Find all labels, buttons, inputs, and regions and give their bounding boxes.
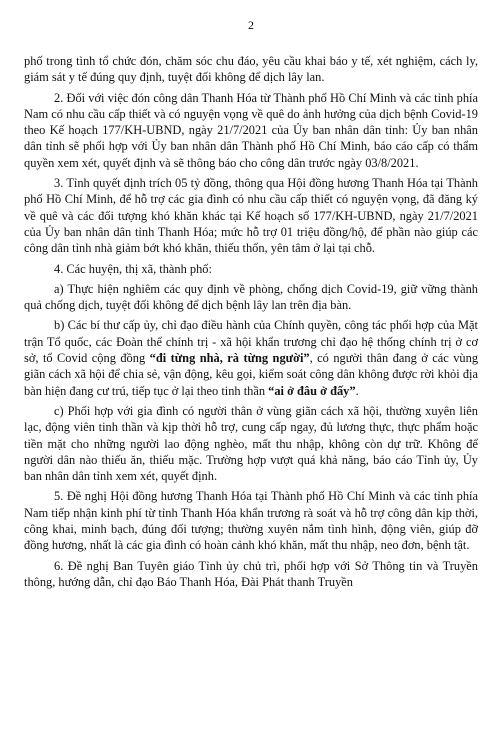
page-number: 2 xyxy=(248,18,254,32)
paragraph-text: 3. Tỉnh quyết định trích 05 tỷ đồng, thông qua Hội đồng hương Thanh Hóa tại Thành phố Hồ Chí Minh, để hỗ trợ các gia đình có nhu cầu cấp thiết có nguyện vọng, đã đăng ký về quê và các đối tượng khó khăn khác tại Kế hoạch số 177/KH-UBND, ngày 21/7/2021 của Ủy ban nhân dân tỉnh Thanh Hóa; mức hỗ trợ 01 triệu đồng/hộ, để phần nào giúp các công dân tỉnh nhà giảm bớt khó khăn, thiếu thốn, yên tâm ở lại tại chỗ. xyxy=(24,176,478,256)
paragraph-text: 5. Đề nghị Hội đồng hương Thanh Hóa tại Thành phố Hồ Chí Minh và các tỉnh phía Nam tiếp nhận kinh phí từ tỉnh Thanh Hóa khẩn trương rà soát và hỗ trợ công dân kịp thời, công khai, minh bạch, đúng đối tượng; thường xuyên nắm tình hình, động viên, giúp đỡ đồng hương, nhất là các gia đình có hoàn cảnh khó khăn, mất thu nhập, neo đơn, bệnh tật. xyxy=(24,489,478,553)
paragraph-p2 xyxy=(24,175,478,256)
paragraph-text: 4. Các huyện, thị xã, thành phố: xyxy=(54,261,212,276)
paragraph-p1 xyxy=(24,90,478,171)
paragraph-text: 6. Đề nghị Ban Tuyên giáo Tỉnh ủy chủ trì, phối hợp với Sở Thông tin và Truyền thông, hướng dẫn, chỉ đạo Báo Thanh Hóa, Đài Phát thanh Truyền xyxy=(24,558,478,589)
emphasis-text: “đi từng nhà, rà từng người” xyxy=(149,351,310,366)
paragraph-text: . xyxy=(355,383,359,398)
paragraph-text: c) Phối hợp với gia đình có người thân ở vùng giãn cách xã hội, thường xuyên liên lạc, động viên tinh thần và kịp thời hỗ trợ, cung cấp ngay, đủ lương thực, thực phẩm hoặc tiền mặt cho những người lao động nghèo, mất thu nhập, không còn dự trữ. Không để người dân nào thiếu ăn, thiếu mặc. Trường hợp vượt quá khả năng, báo cáo Tỉnh ủy, Ủy ban nhân dân tỉnh xem xét, quyết định. xyxy=(24,403,478,484)
emphasis-text: “ai ở đâu ở đấy” xyxy=(268,383,356,398)
paragraph-p3 xyxy=(24,261,478,277)
paragraph-p5 xyxy=(24,317,478,398)
paragraph-text: b) Các bí thư cấp ủy, chỉ đạo điều hành của Chính quyền, công tác phối hợp của Mặt trận Tổ quốc, các Đoàn thể chính trị - xã hội khẩn trương chỉ đạo hệ thống chính trị ở cơ sở, tổ Covid cộng đồng xyxy=(24,318,478,366)
paragraph-text: phố trong tình tổ chức đón, chăm sóc chu đáo, yêu cầu khai báo y tế, xét nghiệm, cách ly, giám sát y tế đúng quy định, tuyệt đối không để dịch lây lan. xyxy=(24,54,478,85)
paragraph-text: 2. Đối với việc đón công dân Thanh Hóa từ Thành phố Hồ Chí Minh và các tỉnh phía Nam có nhu cầu cấp thiết và có nguyện vọng về quê do ảnh hưởng của dịch bệnh Covid-19 theo Kế hoạch 177/KH-UBND, ngày 21/7/2021 của Ủy ban nhân dân tỉnh: Ủy ban nhân dân tỉnh sẽ phối hợp với Ủy ban nhân dân Thành phố Hồ Chí Minh, báo cáo cấp có thẩm quyền xem xét, quyết định và sẽ thông báo cho công dân trước ngày 03/8/2021. xyxy=(24,90,478,170)
paragraph-text: , có người thân đang ở các vùng giãn cách xã hội để chia sẻ, vận động, kêu gọi, kiểm soát công dân không được rời khỏi địa bàn hiện đang cư trú, tiếp tục ở lại theo tinh thần xyxy=(24,351,479,398)
paragraph-p4 xyxy=(24,281,478,314)
paragraph-p7 xyxy=(24,488,478,553)
paragraph-p6 xyxy=(24,403,478,484)
document-body xyxy=(24,53,478,590)
paragraph-text: a) Thực hiện nghiêm các quy định về phòng, chống dịch Covid-19, giữ vững thành quả chống dịch, tuyệt đối không để dịch bệnh lây lan trên địa bàn. xyxy=(24,281,478,313)
paragraph-p0 xyxy=(24,53,478,86)
paragraph-p8 xyxy=(24,558,478,591)
